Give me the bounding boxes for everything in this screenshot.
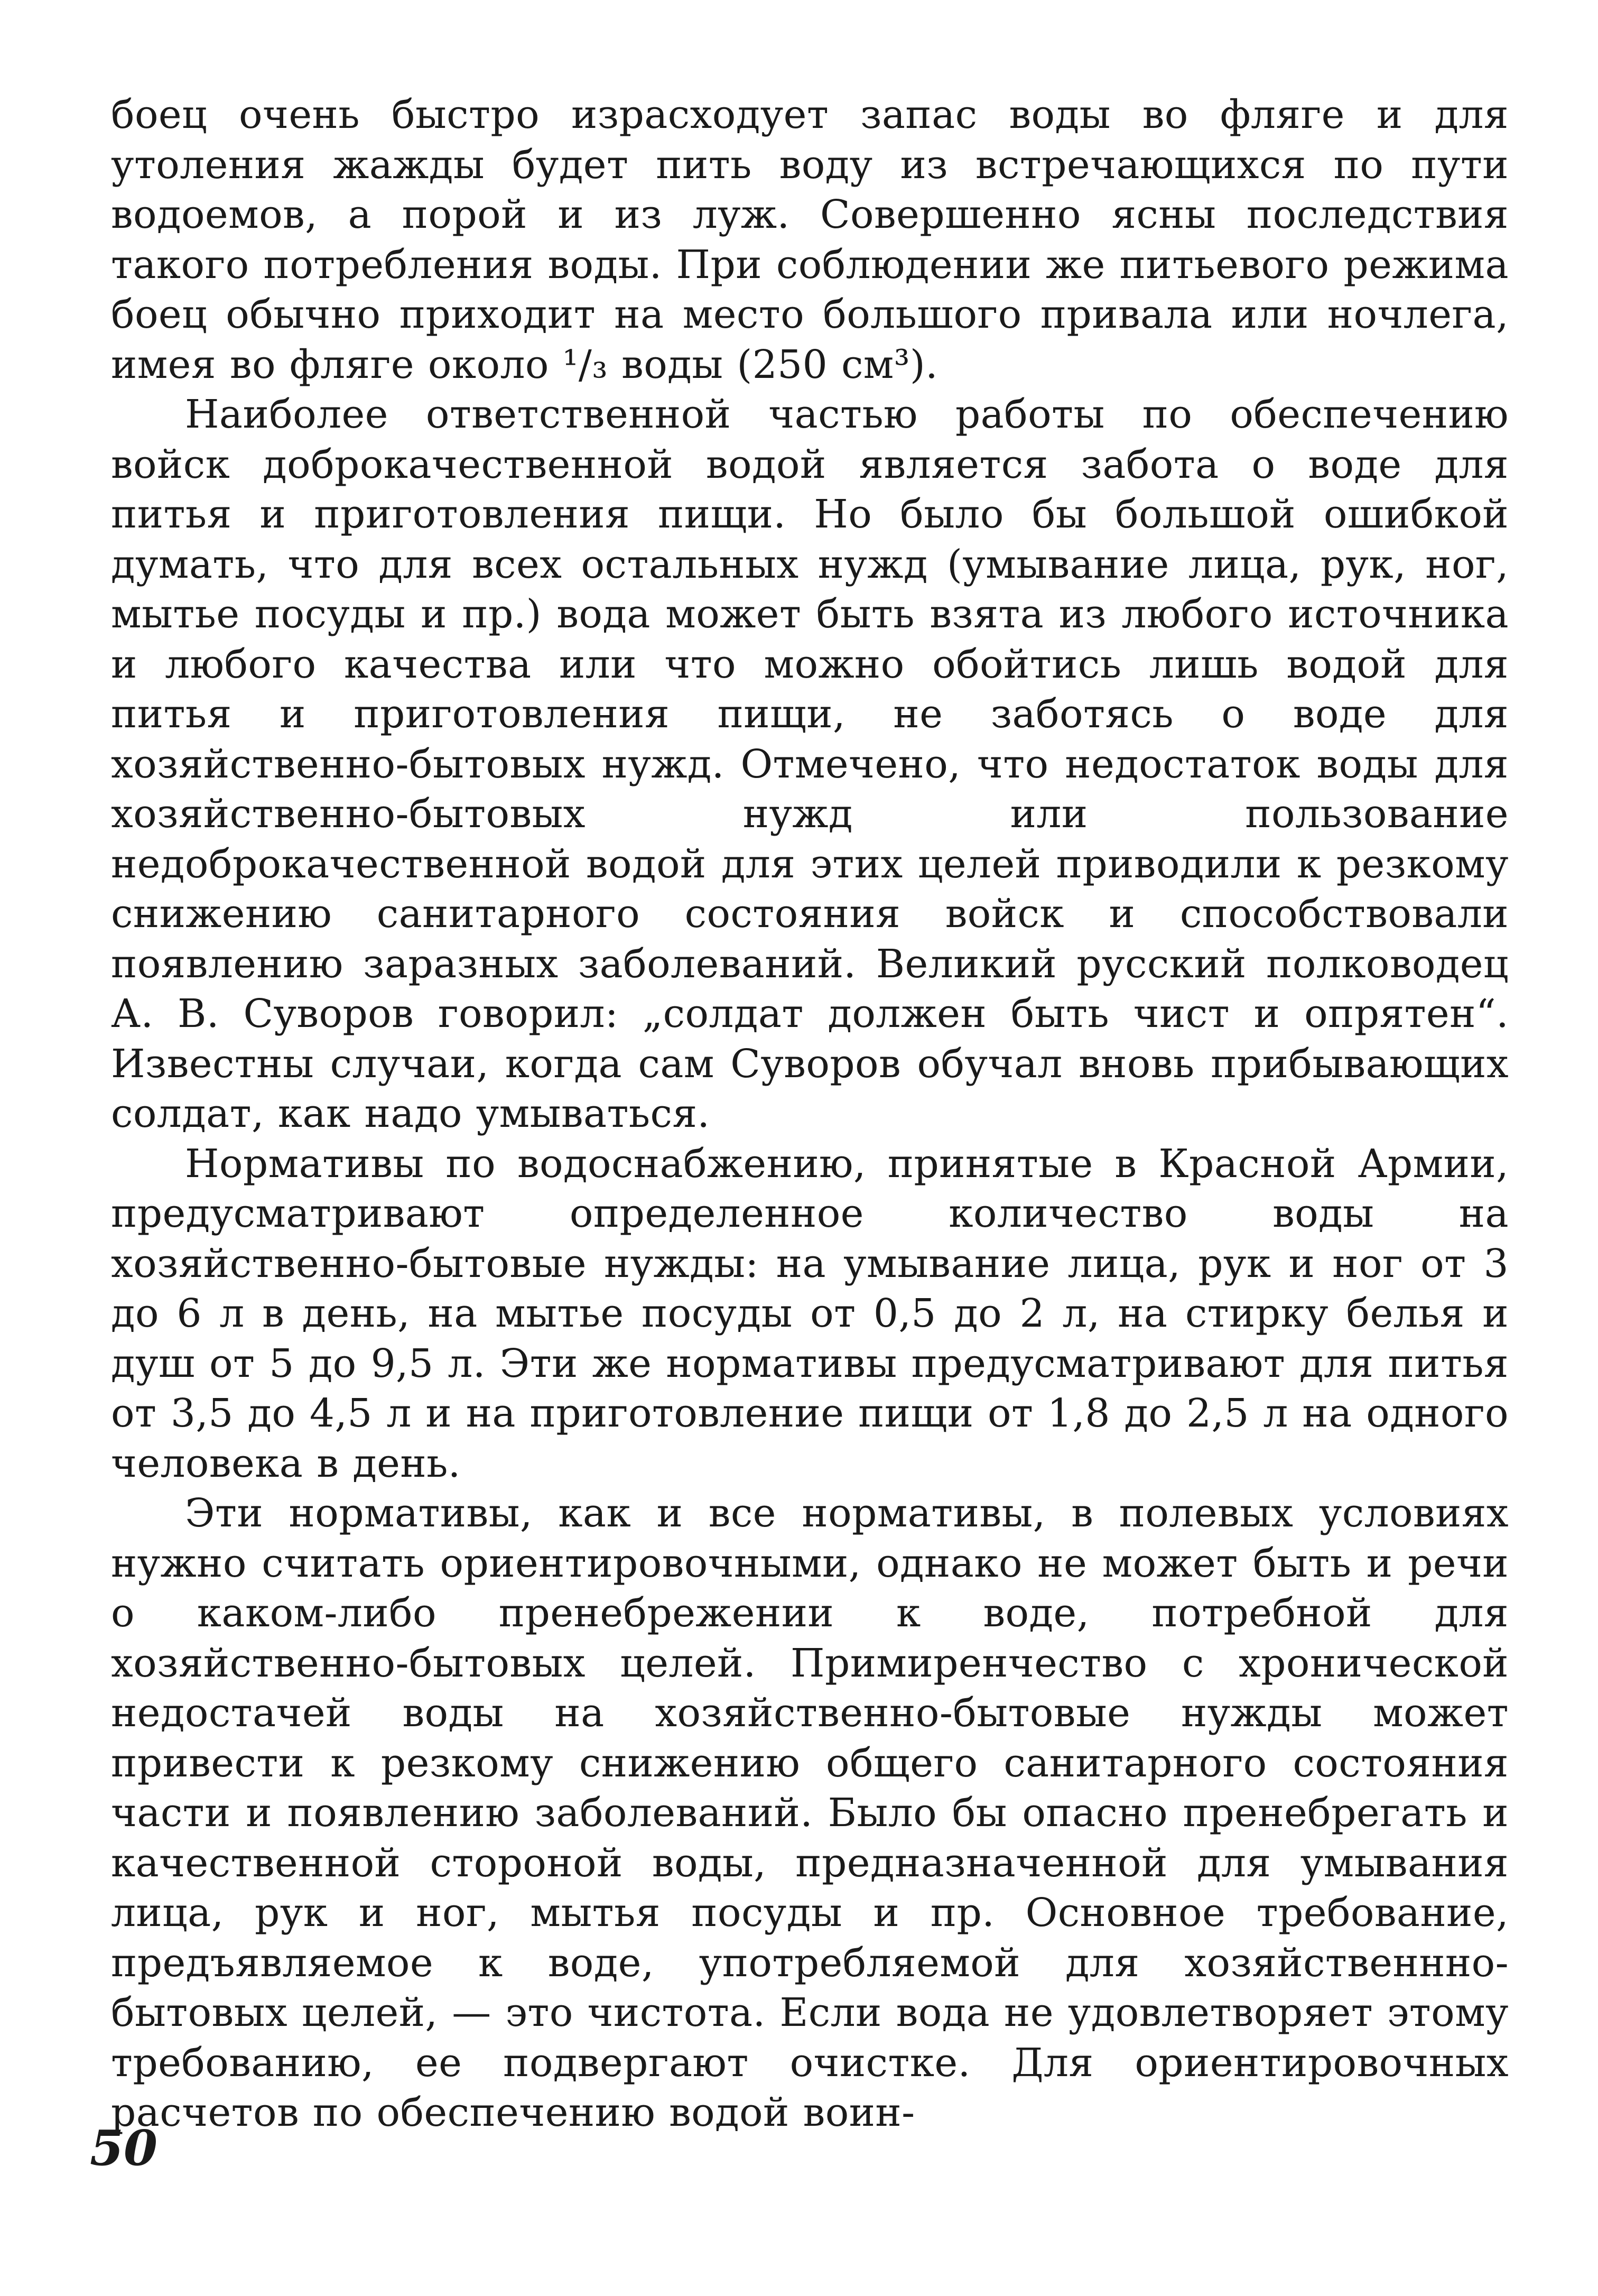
paragraph-water-norms: Нормативы по водоснабжению, принятые в Красной Армии, предусматривают определенное количество воды на хозяйственно-бытовые нужды: на умывание лица, рук и ног от 3 до 6 л в день, на мытье посуды от 0,5 до 2 л, на стирку белья и душ от 5 до 9,5 л. Эти же нормативы предусматривают для питья от 3,5 до 4,5 л и на приготовление пищи от 1,8 до 2,5 л на одного человека в день. [111, 1141, 1509, 1486]
paragraph-continuation: боец очень быстро израсходует запас воды во фляге и для утоления жажды будет пить воду из встречающихся по пути водоемов, а порой и из луж. Совершенно ясны последствия такого потребления воды. При соблюдении же питьевого режима боец обычно приходит на место большого привала или ночлега, имея во фляге около ¹/₃ воды (250 см³). [111, 92, 1509, 387]
page-number: 50 [90, 2119, 158, 2177]
paragraph-water-quality: Наиболее ответственной частью работы по обеспечению войск доброкачественной водой является забота о воде для питья и приготовления пищи. Но было бы большой ошибкой думать, что для всех остальных нужд (умывание лица, рук, ног, мытье посуды и пр.) вода может быть взята из любого источника и любого качества или что можно обойтись лишь водой для питья и приготовления пищи, не заботясь о воде для хозяйственно-бытовых нужд. Отмечено, что недостаток воды для хозяйственно-бытовых нужд или пользование недоброкачественной водой для этих целей приводили к резкому снижению санитарного состояния войск и способствовали появлению заразных заболеваний. Великий русский полководец А. В. Суворов говорил: „солдат должен быть чист и опрятен“. Известны случаи, когда сам Суворов обучал вновь прибывающих солдат, как надо умываться. [111, 392, 1509, 1136]
paragraph-norms-field-conditions: Эти нормативы, как и все нормативы, в полевых условиях нужно считать ориентировочными, однако не может быть и речи о каком-либо пренебрежении к воде, потребной для хозяйственно-бытовых целей. Примиренчество с хронической недостачей воды на хозяйственно-бытовые нужды может привести к резкому снижению общего санитарного состояния части и появлению заболеваний. Было бы опасно пренебрегать и качественной стороной воды, предназначенной для умывания лица, рук и ног, мытья посуды и пр. Основное требование, предъявляемое к воде, употребляемой для хозяйственнно-бытовых целей, — это чистота. Если вода не удовлетворяет этому требованию, ее подвергают очистке. Для ориентировочных расчетов по обеспечению водой воин- [111, 1490, 1509, 2135]
page-text-body [111, 90, 1509, 2138]
